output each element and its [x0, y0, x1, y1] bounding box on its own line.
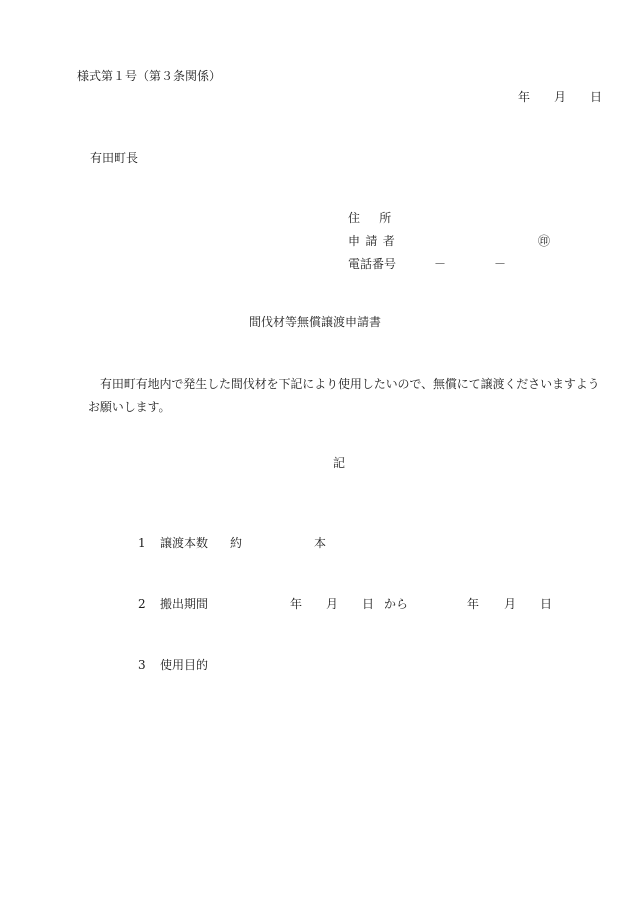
item-purpose-of-use — [138, 657, 208, 673]
to-month: 月 — [504, 597, 517, 611]
submission-date — [518, 89, 602, 105]
to-year: 年 — [467, 597, 480, 611]
item-removal-period — [138, 596, 553, 612]
address-label: 住所 — [348, 211, 411, 225]
item-number: 1 — [138, 536, 146, 550]
unit-label: 本 — [314, 536, 327, 550]
from-year: 年 — [290, 597, 303, 611]
item-number: 3 — [138, 658, 146, 672]
item-label: 搬出期間 — [160, 597, 209, 611]
addressee: 有田町長 — [90, 151, 139, 165]
to-day: 日 — [540, 597, 553, 611]
document-title: 間伐材等無償譲渡申請書 — [248, 315, 381, 329]
applicant-label: 申請者 — [348, 234, 401, 248]
item-label: 譲渡本数 — [160, 536, 209, 550]
date-day: 日 — [589, 90, 602, 104]
phone-dash: － — [494, 257, 507, 271]
ki-heading: 記 — [332, 456, 345, 470]
from-month: 月 — [326, 597, 339, 611]
seal-icon: ㊞ — [538, 234, 551, 248]
date-year: 年 — [517, 90, 530, 104]
phone-label: 電話番号 — [348, 257, 397, 271]
item-label: 使用目的 — [160, 658, 209, 672]
date-month: 月 — [553, 90, 566, 104]
phone-dash: － — [434, 257, 447, 271]
request-statement: 有田町有地内で発生した間伐材を下記により使用したいので、無償にて譲渡くださいますようお願いします。 — [88, 377, 600, 414]
from-word: から — [384, 597, 409, 611]
from-day: 日 — [362, 597, 375, 611]
item-number: 2 — [138, 597, 146, 611]
item-transfer-count — [138, 535, 327, 551]
approx-prefix: 約 — [230, 536, 243, 550]
form-number: 様式第１号（第３条関係） — [77, 69, 222, 83]
